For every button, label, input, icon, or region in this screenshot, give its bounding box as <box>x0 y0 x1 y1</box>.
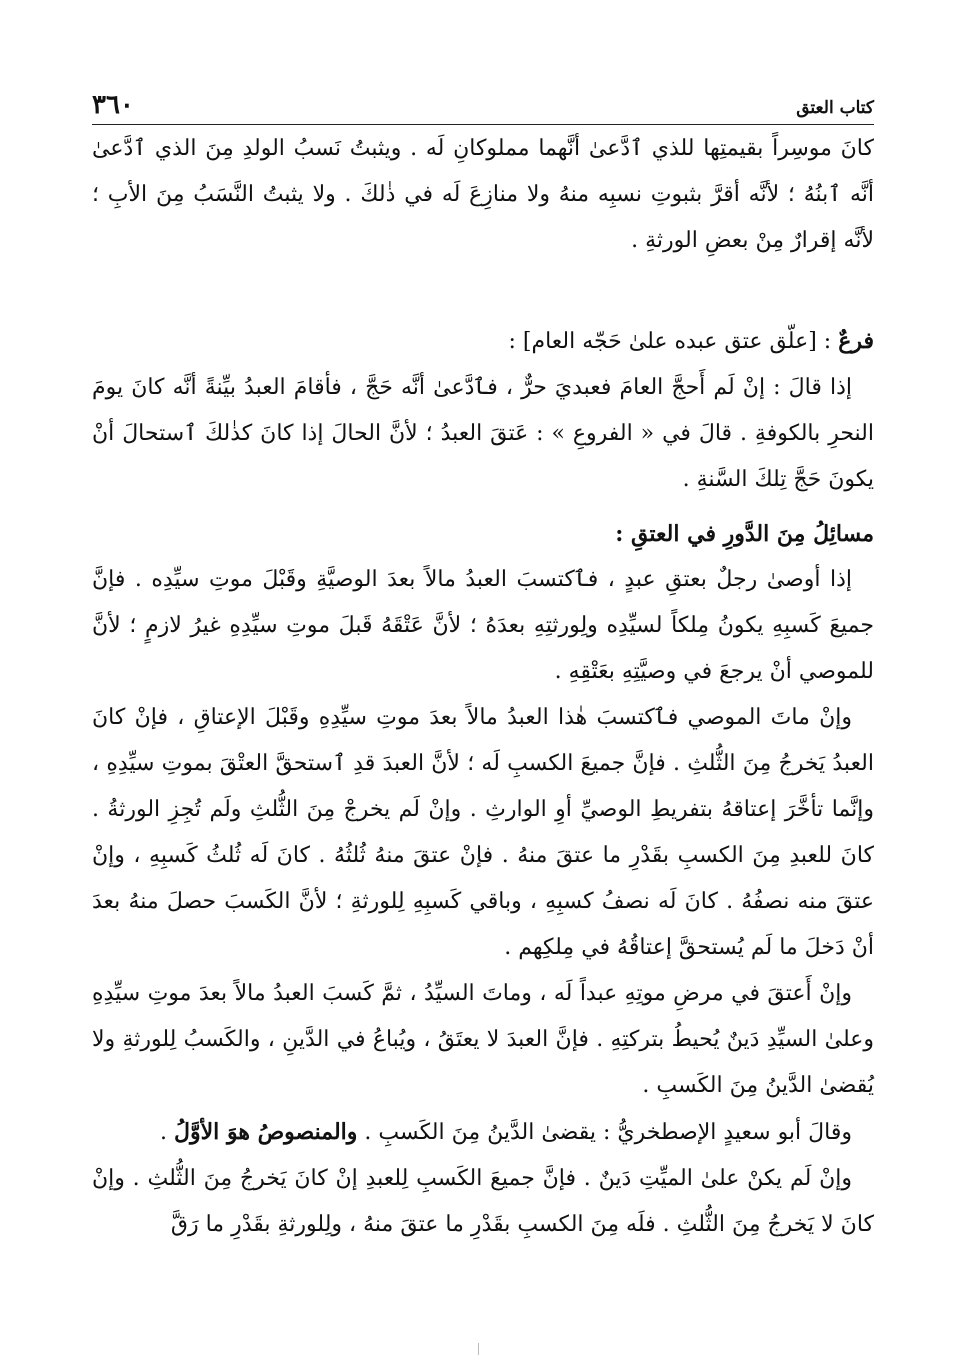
paragraph-2: إذا قالَ : إنْ لَم أَحجَّ العامَ فعبديَ حرٌّ ، فٱدَّعىٰ أنَّه حَجَّ ، فأقامَ العبدُ بيِّنةً أنَّه كانَ يومَ النحرِ بالكوفةِ . قالَ في « الفروعِ » : عَتقَ العبدُ ؛ لأنَّ الحالَ إذا كانَ كذٰلكَ ٱستحالَ أنْ يكونَ حَجَّ تِلكَ السَّنةِ . <box>92 375 874 492</box>
page-body <box>92 126 874 1248</box>
paragraph-6 <box>92 1109 874 1156</box>
book-title: كتاب العتق <box>796 98 874 118</box>
paragraph-3: إذا أوصىٰ رجلٌ بعتقِ عبدٍ ، فٱكتسبَ العبدُ مالاً بعدَ الوصيَّةِ وقَبْلَ موتِ سيِّدِه . فإنَّ جميعَ كَسبِهِ يكونُ مِلكاً لسيِّدِه ولِورثتِهِ بعدَهُ ؛ لأنَّ عَتْقَهُ قَبلَ موتِ سيِّدِهِ غيرُ لازمٍ ؛ لأنَّ للموصي أنْ يرجعَ في وصيَّتِهِ بعَتْقِهِ . <box>92 567 874 684</box>
paragraph-6-start: وقالَ أبو سعيدٍ الإصطخريُّ : يقضىٰ الدَّينُ مِنَ الكَسبِ . <box>357 1120 852 1145</box>
far-label: فرعٌ <box>838 328 874 354</box>
masail-heading: مسائِلُ مِنَ الدَّورِ في العتقِ : <box>615 521 874 547</box>
spacer <box>92 503 874 511</box>
far-heading <box>92 318 874 365</box>
page-number: ٣٦٠ <box>92 90 134 120</box>
paragraph-6-bold: والمنصوصُ هوَ الأوَّلُ <box>174 1119 358 1145</box>
spacer <box>92 264 874 318</box>
paragraph-1: كانَ موسِراً بقيمتِها للذي ٱدَّعىٰ أنَّهما مملوكانِ لَه . ويثبتُ نَسبُ الولدِ مِنَ الذي ٱدَّعىٰ أنَّه ٱبنُهُ ؛ لأنَّه أقرَّ بثبوتِ نسبِه منهُ ولا منازِعَ لَه في ذٰلكَ . ولا يثبتُ النَّسَبُ مِنَ الأبِ ؛ لأنَّه إقرارٌ مِنْ بعضِ الورثةِ . <box>92 136 874 253</box>
paragraph-6-end: . <box>160 1120 175 1145</box>
paragraph-7: وإنْ لَم يكنْ علىٰ الميِّتِ دَينٌ . فإنَّ جميعَ الكَسبِ لِلعبدِ إنْ كانَ يَخرجُ مِنَ الثُّلثِ . وإنْ كانَ لا يَخرجُ مِنَ الثُّلثِ . فلَه مِنَ الكسبِ بقَدْرِ ما عتقَ منهُ ، ولِلورثةِ بقَدْرِ ما رَقَّ <box>92 1166 874 1237</box>
page-header <box>92 78 874 125</box>
far-title: : [علّق عتق عبده علىٰ حَجّه العام] : <box>508 329 839 354</box>
paragraph-4: وإنْ ماتَ الموصي فٱكتسبَ هٰذا العبدُ مالاً بعدَ موتِ سيِّدِهِ وقَبْلَ الإعتاقِ ، فإنْ كانَ العبدُ يَخرجُ مِنَ الثُّلثِ . فإنَّ جميعَ الكسبِ لَه ؛ لأنَّ العبدَ قدِ ٱستحقَّ العتْقَ بموتِ سيِّدِهِ ، وإنَّما تأخَّرَ إعتاقهُ بتفريطِ الوصيِّ أوِ الوارثِ . وإنْ لَم يخرجْ مِنَ الثُّلثِ ولَم تُجِزِ الورثةُ . كانَ للعبدِ مِنَ الكسبِ بقَدْرِ ما عتقَ منهُ . فإنْ عتقَ منهُ ثُلثُهُ . كانَ لَه ثُلثُ كَسبِهِ ، وإنْ عتقَ منه نصفُهُ . كانَ لَه نصفُ كسبِهِ ، وباقي كَسبِهِ لِلورثةِ ؛ لأنَّ الكَسبَ حصلَ منهُ بعدَ أنْ دَخلَ ما لَم يُستحقَّ إعتاقُهُ في مِلكِهم . <box>92 705 874 960</box>
page-crease-mark <box>478 1343 483 1355</box>
paragraph-5: وإنْ أَعتقَ في مرضِ موتِهِ عبداً لَه ، وماتَ السيِّدُ ، ثمَّ كَسبَ العبدُ مالاً بعدَ موتِ سيِّدِهِ وعلىٰ السيِّدِ دَينٌ يُحيطُ بتركتِهِ . فإنَّ العبدَ لا يعتَقُ ، ويُباعُ في الدَّينِ ، والكَسبُ لِلورثةِ ولا يُقضىٰ الدَّينُ مِنَ الكَسبِ . <box>92 981 874 1098</box>
